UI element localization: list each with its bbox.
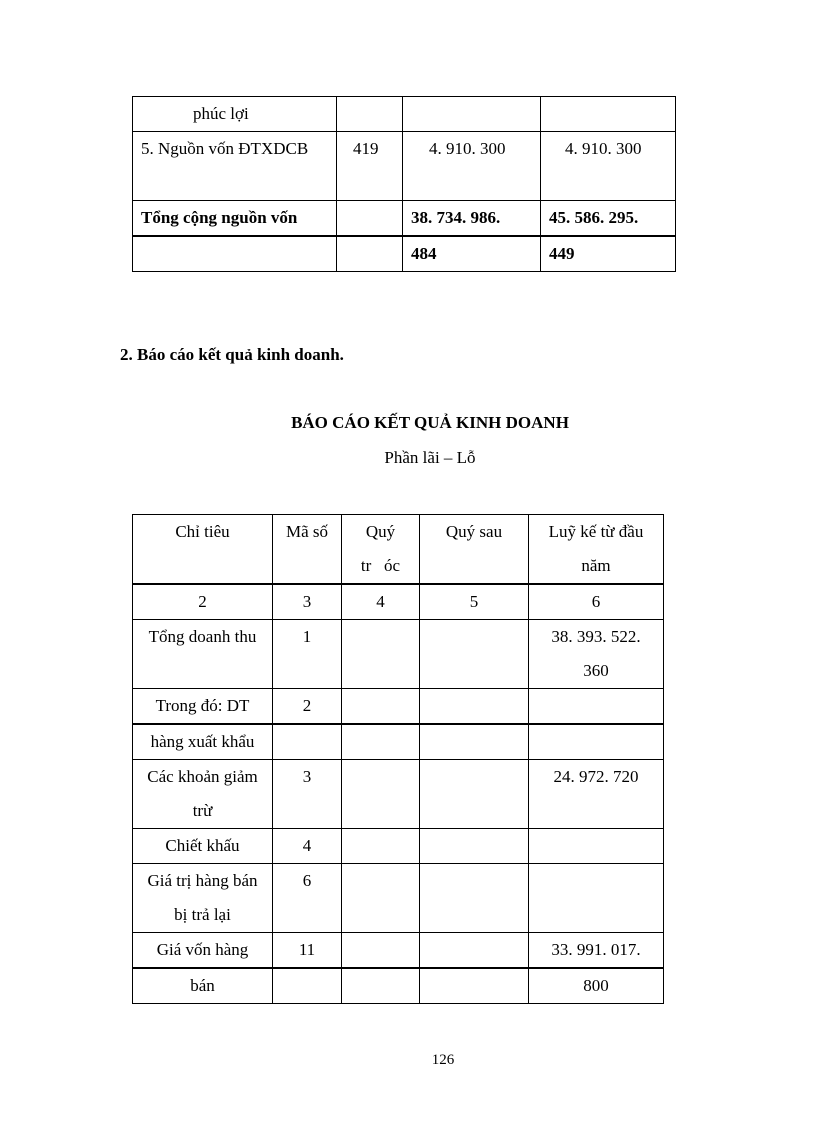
table-cell: Giá vốn hàng xyxy=(133,933,273,969)
table-cell: 419 xyxy=(337,132,403,201)
table-cell xyxy=(541,97,676,132)
cell-line xyxy=(529,794,663,828)
table-cell xyxy=(529,724,664,760)
table-cell: 800 xyxy=(529,968,664,1004)
cell-line xyxy=(529,864,663,898)
table-cell: 38. 734. 986. xyxy=(403,201,541,237)
header-cell xyxy=(273,515,342,585)
table-cell: 1 xyxy=(273,620,342,689)
table-cell xyxy=(420,760,529,829)
table-cell xyxy=(529,829,664,864)
cell-line xyxy=(133,654,272,688)
table-cell: Tổng cộng nguồn vốn xyxy=(133,201,337,237)
table-cell: phúc lợi xyxy=(133,97,337,132)
table-cell xyxy=(133,760,273,829)
table-cell xyxy=(342,689,420,725)
header-label: Chỉ tiêu xyxy=(175,522,230,541)
table-row xyxy=(133,724,664,760)
header-cell xyxy=(133,515,273,585)
table-cell xyxy=(529,760,664,829)
table-cell xyxy=(342,760,420,829)
header-label: tr óc xyxy=(360,556,401,575)
report-title: BÁO CÁO KẾT QUẢ KINH DOANH xyxy=(291,413,569,432)
cell-line: Các khoản giảm xyxy=(147,767,258,786)
table-header-row xyxy=(133,515,664,585)
table-row xyxy=(133,132,676,201)
header-cell xyxy=(342,515,420,585)
table-cell xyxy=(273,724,342,760)
table-cell xyxy=(342,620,420,689)
table-cell xyxy=(420,829,529,864)
table-cell: 4. 910. 300 xyxy=(403,132,541,201)
table-cell xyxy=(403,97,541,132)
table-cell: 3 xyxy=(273,760,342,829)
table-row xyxy=(133,620,664,689)
table-cell xyxy=(133,864,273,933)
table-cell: 33. 991. 017. xyxy=(529,933,664,969)
table-row xyxy=(133,760,664,829)
table-cell: 3 xyxy=(273,584,342,620)
cell-line: Tổng doanh thu xyxy=(148,627,257,646)
table-row xyxy=(133,829,664,864)
cell-line: 360 xyxy=(583,661,609,680)
table-cell: hàng xuất khẩu xyxy=(133,724,273,760)
cell-line: trừ xyxy=(192,801,213,820)
table-cell: 484 xyxy=(403,236,541,272)
cell-line xyxy=(529,898,663,932)
table-row xyxy=(133,689,664,725)
table-cell xyxy=(420,620,529,689)
table-cell xyxy=(337,236,403,272)
balance-table xyxy=(132,96,676,272)
header-label: Quý sau xyxy=(445,522,503,541)
table-row xyxy=(133,97,676,132)
table-cell: 5. Nguồn vốn ĐTXDCB xyxy=(133,132,337,201)
table-cell xyxy=(529,864,664,933)
table-cell xyxy=(273,968,342,1004)
table-cell xyxy=(529,689,664,725)
table-cell: 5 xyxy=(420,584,529,620)
table-cell xyxy=(337,201,403,237)
table-cell: 6 xyxy=(529,584,664,620)
header-label: Mã số xyxy=(285,522,329,541)
header-cell xyxy=(529,515,664,585)
table-cell: 4 xyxy=(273,829,342,864)
table-cell: 2 xyxy=(133,584,273,620)
report-subtitle: Phần lãi – Lỗ xyxy=(384,448,476,467)
header-label: Luỹ kế từ đầu xyxy=(548,522,644,541)
page-number: 126 xyxy=(431,1052,455,1068)
table-cell: 449 xyxy=(541,236,676,272)
table-cell xyxy=(133,620,273,689)
table-cell xyxy=(420,933,529,969)
table-cell: 11 xyxy=(273,933,342,969)
cell-line: 38. 393. 522. xyxy=(551,627,641,646)
cell-line: 24. 972. 720 xyxy=(553,767,639,786)
table-cell xyxy=(342,829,420,864)
header-label: năm xyxy=(581,556,611,575)
table-cell xyxy=(420,689,529,725)
table-cell: 6 xyxy=(273,864,342,933)
table-cell xyxy=(420,864,529,933)
table-cell: Trong đó: DT xyxy=(133,689,273,725)
table-cell xyxy=(342,933,420,969)
header-cell xyxy=(420,515,529,585)
table-cell: 4 xyxy=(342,584,420,620)
table-cell xyxy=(342,968,420,1004)
table-cell: 2 xyxy=(273,689,342,725)
table-row xyxy=(133,201,676,237)
section-heading: 2. Báo cáo kết quả kinh doanh. xyxy=(120,345,344,364)
table-cell: 45. 586. 295. xyxy=(541,201,676,237)
table-cell: bán xyxy=(133,968,273,1004)
table-row xyxy=(133,864,664,933)
table-cell xyxy=(337,97,403,132)
table-cell xyxy=(420,968,529,1004)
cell-line: Giá trị hàng bán xyxy=(147,871,258,890)
report-table xyxy=(132,514,664,1004)
table-cell xyxy=(342,724,420,760)
table-cell xyxy=(133,236,337,272)
table-cell: 4. 910. 300 xyxy=(541,132,676,201)
column-number-row xyxy=(133,584,664,620)
table-cell xyxy=(342,864,420,933)
header-label: Quý xyxy=(365,522,396,541)
table-row xyxy=(133,933,664,969)
table-cell: Chiết khấu xyxy=(133,829,273,864)
table-row xyxy=(133,236,676,272)
table-row xyxy=(133,968,664,1004)
table-cell xyxy=(420,724,529,760)
table-cell xyxy=(529,620,664,689)
cell-line: bị trả lại xyxy=(174,905,231,924)
